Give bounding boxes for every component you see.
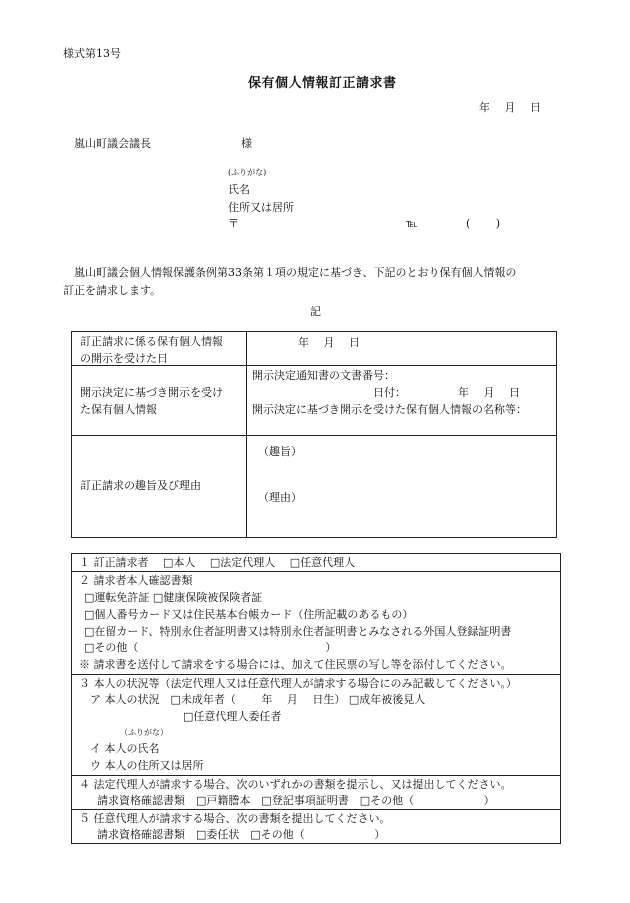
id-docs-line2[interactable]: □個人番号カード又は住民基本台帳カード（住所記載のあるもの） — [84, 608, 414, 621]
tel-mark: ℡ — [406, 217, 418, 230]
table1-rule — [71, 435, 557, 436]
table2-rule — [71, 775, 561, 776]
addressee: 嵐山町議会議長 — [74, 137, 151, 150]
body-text-line2: 訂正を請求します。 — [63, 284, 162, 297]
body-text-line1: 嵐山町議会個人情報保護条例第33条第１項の規定に基づき、下記のとおり保有個人情報の — [74, 266, 517, 279]
principal-status-proxy[interactable]: □任意代理人委任者 — [183, 710, 282, 723]
id-docs-line4[interactable]: □その他（ ） — [84, 641, 337, 654]
row2-label — [80, 384, 223, 418]
section5-title: ５ 任意代理人が請求する場合、次の書類を提出してください。 — [79, 812, 391, 825]
table2-rule — [71, 809, 561, 810]
mail-note: ※ 請求書を送付して請求をする場合には、加えて住民票の写し等を添付してください。 — [79, 658, 512, 671]
section2-title: ２ 請求者本人確認書類 — [79, 574, 193, 587]
doc-number-field[interactable]: 開示決定通知書の文書番号： — [252, 369, 395, 382]
disclosure-date-field[interactable]: 年 月 日 — [298, 336, 360, 349]
voluntary-agent-docs[interactable]: 請求資格確認書類 □委任状 □その他（ ） — [97, 828, 386, 841]
honorific: 様 — [241, 137, 252, 150]
purpose-field[interactable]: （趣旨） — [258, 445, 302, 458]
row1-label-line1: 訂正請求に係る保有個人情報 — [80, 335, 223, 348]
legal-agent-docs[interactable]: 請求資格確認書類 □戸籍謄本 □登記事項証明書 □その他（ ） — [97, 794, 495, 807]
phone-parens: ( ) — [466, 217, 501, 230]
row2-label-line1: 開示決定に基づき開示を受け — [80, 386, 223, 399]
row1-label-line2: の開示を受けた日 — [80, 352, 168, 366]
principal-furigana: （ふりがな） — [120, 728, 168, 737]
row2-label-line2: た保有個人情報 — [80, 403, 157, 417]
row1-label — [80, 333, 223, 367]
date-label: 日付： — [373, 386, 406, 399]
principal-address[interactable]: ウ 本人の住所又は居所 — [90, 759, 204, 772]
notice-date-field[interactable]: 年 月 日 — [458, 386, 520, 399]
section4-title: ４ 法定代理人が請求する場合、次のいずれかの書類を提示し、又は提出してください。 — [79, 778, 512, 791]
section3-title: ３ 本人の状況等（法定代理人又は任意代理人が請求する場合にのみ記載してください。） — [79, 677, 517, 690]
principal-status[interactable]: ア 本人の状況 □未成年者（ 年 月 日生） □成年被後見人 — [90, 693, 426, 706]
requester-furigana: (ふりがな) — [228, 168, 267, 177]
reason-field[interactable]: （理由） — [258, 491, 302, 504]
ki-mark: 記 — [310, 305, 321, 318]
requester-name-label: 氏名 — [228, 183, 250, 196]
date-line: 年 月 日 — [479, 101, 541, 114]
table2-rule — [71, 571, 561, 572]
form-number: 様式第13号 — [63, 47, 121, 60]
section1-requester-type[interactable]: １ 訂正請求者 □本人 □法定代理人 □任意代理人 — [79, 556, 356, 569]
table2-rule — [71, 674, 561, 675]
page-title: 保有個人情報訂正請求書 — [248, 76, 397, 91]
row3-label: 訂正請求の趣旨及び理由 — [80, 479, 201, 492]
id-docs-line1[interactable]: □運転免許証 □健康保険被保険者証 — [84, 591, 263, 604]
id-docs-line3[interactable]: □在留カード、特別永住者証明書又は特別永住者証明書とみなされる外国人登録証明書 — [84, 625, 512, 638]
principal-name[interactable]: イ 本人の氏名 — [90, 742, 160, 755]
postal-mark: 〒 — [228, 217, 239, 230]
requester-address-label: 住所又は居所 — [228, 201, 294, 214]
info-name-field[interactable]: 開示決定に基づき開示を受けた保有個人情報の名称等： — [252, 403, 527, 416]
